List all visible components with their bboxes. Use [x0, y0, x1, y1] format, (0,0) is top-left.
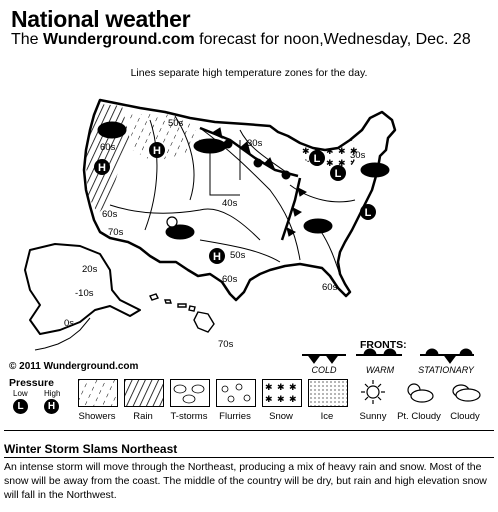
legend-label-tstorms: T-storms	[170, 411, 208, 422]
low-pressure-icon: L	[13, 399, 28, 414]
high-pressure-label: H	[98, 162, 106, 174]
temp-label: 50s	[168, 118, 184, 129]
temp-label: 0s	[64, 318, 75, 329]
pressure-low-label: Low	[13, 389, 28, 398]
front-label-cold: COLD	[311, 365, 337, 375]
temp-label: 60s	[102, 209, 118, 220]
legend-label-rain: Rain	[133, 411, 153, 422]
story-headline: Winter Storm Slams Northeast	[4, 442, 178, 456]
temp-label: 30s	[350, 150, 366, 161]
legend-label-snow: Snow	[269, 411, 293, 422]
subtitle-brand: Wunderground.com	[43, 31, 195, 48]
low-pressure-label: L	[364, 207, 372, 219]
front-label-stationary: STATIONARY	[418, 365, 474, 375]
sunny-icon	[354, 379, 392, 405]
graphic-title: National weather	[11, 6, 191, 32]
copyright-notice: © 2011 Wunderground.com	[9, 361, 139, 372]
legend-label-ice: Ice	[320, 411, 334, 422]
fronts-legend-title: FRONTS:	[360, 339, 407, 351]
temp-label: 50s	[230, 250, 246, 261]
divider-top	[4, 430, 494, 431]
contiguous-us-land	[84, 100, 395, 300]
legend-label-cloudy: Cloudy	[450, 411, 480, 422]
high-pressure-icon: H	[44, 399, 59, 414]
partly-cloudy-icon	[400, 379, 438, 405]
flurries-icon	[216, 379, 256, 407]
legend-label-partly-cloudy: Pt. Cloudy	[397, 411, 441, 422]
snow-icon	[262, 379, 302, 407]
temperature-lines-note: Lines separate high temperature zones for the day.	[130, 67, 368, 79]
high-pressure-label: H	[213, 251, 221, 263]
tstorms-icon	[170, 379, 210, 407]
subtitle-prefix: The	[11, 31, 44, 48]
subtitle-suffix: forecast for noon,Wednesday, Dec. 28	[194, 31, 471, 48]
rain-icon	[124, 379, 164, 407]
pressure-high-label: High	[44, 389, 61, 398]
temp-label: -10s	[75, 288, 94, 299]
ice-icon	[308, 379, 348, 407]
hawaii-islands	[150, 294, 214, 332]
temp-label: 20s	[82, 264, 98, 275]
temp-label: 60s	[100, 142, 116, 153]
temp-label: 70s	[218, 339, 234, 350]
legend-label-flurries: Flurries	[219, 411, 251, 422]
pressure-legend-title: Pressure	[9, 377, 54, 389]
story-body: An intense storm will move through the Northeast, producing a mix of heavy rain and snow. Most of the snow will be away from the coast. The middle of the country will be dry, but rain and high elevation snow will fall in the Northwest.	[4, 461, 487, 501]
temp-label: 30s	[247, 138, 263, 149]
legend-label-showers: Showers	[78, 411, 116, 422]
showers-icon	[78, 379, 118, 407]
temp-label: 40s	[222, 198, 238, 209]
legend-label-sunny: Sunny	[359, 411, 387, 422]
stationary-front-icon	[420, 349, 474, 363]
temp-label: 60s	[222, 274, 238, 285]
cold-front-icon	[302, 355, 346, 363]
cloudy-icon	[446, 379, 484, 405]
map-sun-icon	[167, 217, 177, 227]
low-pressure-label: L	[313, 153, 321, 165]
high-pressure-label: H	[153, 145, 161, 157]
front-label-warm: WARM	[365, 365, 395, 375]
temp-label: 60s	[322, 282, 338, 293]
temp-label: 70s	[108, 227, 124, 238]
low-pressure-label: L	[334, 168, 342, 180]
divider-story	[4, 457, 494, 458]
